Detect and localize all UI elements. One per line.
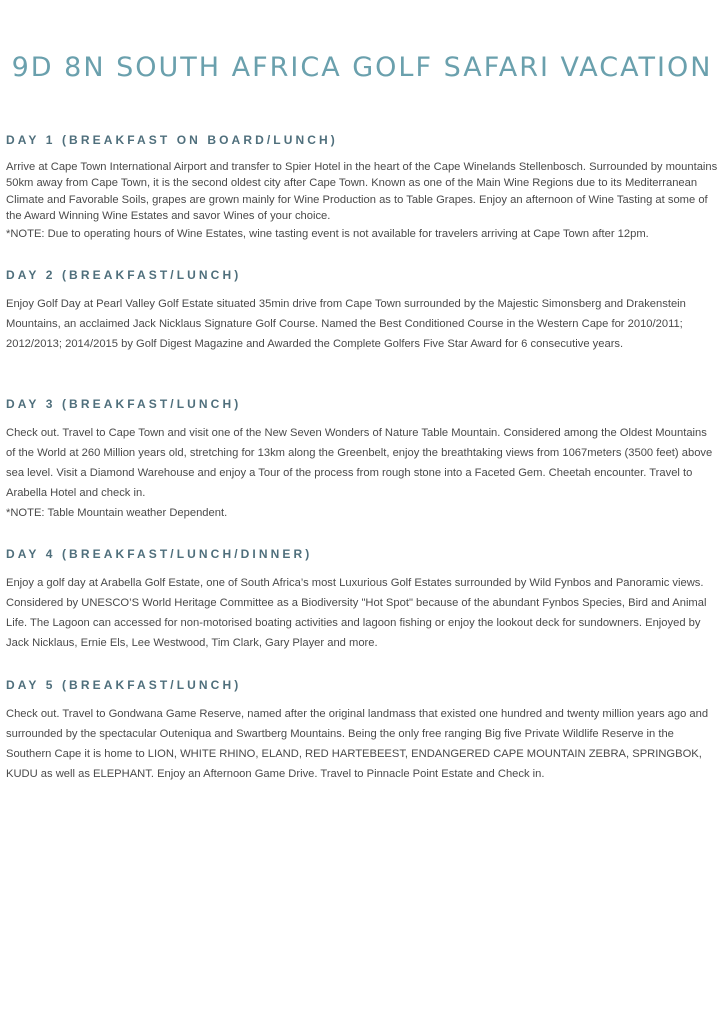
day-2-section	[6, 268, 718, 354]
day-3-section	[6, 397, 718, 523]
day-4-section	[6, 547, 718, 653]
day-1-section	[6, 133, 718, 242]
page-title: 9D 8N SOUTH AFRICA GOLF SAFARI VACATION	[11, 52, 713, 83]
day-3-note: *NOTE: Table Mountain weather Dependent.	[6, 507, 228, 519]
day-1-heading: DAY 1 (BREAKFAST ON BOARD/LUNCH)	[6, 133, 338, 147]
day-2-heading: DAY 2 (BREAKFAST/LUNCH)	[6, 268, 242, 282]
day-4-description: Enjoy a golf day at Arabella Golf Estate, one of South Africa’s most Luxurious Golf Estates surrounded by Wild Fynbos and Panoramic views. Considered by UNESCO’S World Heritage Committee as a Biodiversity "Hot Spot" because of the abundant Fynbos Species, Bird and Animal Life. The Lagoon can accessed for non-motorised boating activities and lagoon fishing or enjoy the lookout deck for sundowners. Enjoyed by Jack Nicklaus, Ernie Els, Lee Westwood, Tim Clark, Gary Player and more.	[6, 577, 707, 649]
day-1-note: *NOTE: Due to operating hours of Wine Estates, wine tasting event is not available for travelers arriving at Cape Town after 12pm.	[6, 228, 649, 241]
day-5-section	[6, 678, 718, 784]
day-5-heading: DAY 5 (BREAKFAST/LUNCH)	[6, 678, 242, 692]
day-5-description: Check out. Travel to Gondwana Game Reserve, named after the original landmass that existed one hundred and twenty million years ago and surrounded by the spectacular Outeniqua and Swartberg Mountains. Being the only free ranging Big five Private Wildlife Reserve in the Southern Cape it is home to LION, WHITE RHINO, ELAND, RED HARTEBEEST, ENDANGERED CAPE MOUNTAIN ZEBRA, SPRINGBOK, KUDU as well as ELEPHANT. Enjoy an Afternoon Game Drive. Travel to Pinnacle Point Estate and Check in.	[6, 708, 709, 780]
day-1-description: Arrive at Cape Town International Airport and transfer to Spier Hotel in the heart of the Cape Winelands Stellenbosch. Surrounded by mountains 50km away from Cape Town, it is the second oldest city after Cape Town. Known as one of the Main Wine Regions due to its Mediterranean Climate and Favorable Soils, grapes are grown mainly for Wine Production as to Table Grapes. Enjoy an afternoon of Wine Tasting at some of the Award Winning Wine Estates and savor Wines of your choice.	[6, 161, 718, 222]
day-3-heading: DAY 3 (BREAKFAST/LUNCH)	[6, 397, 242, 411]
day-4-heading: DAY 4 (BREAKFAST/LUNCH/DINNER)	[6, 547, 313, 561]
day-2-description: Enjoy Golf Day at Pearl Valley Golf Estate situated 35min drive from Cape Town surrounded by the Majestic Simonsberg and Drakenstein Mountains, an acclaimed Jack Nicklaus Signature Golf Course. Named the Best Conditioned Course in the Western Cape for 2010/2011; 2012/2013; 2014/2015 by Golf Digest Magazine and Awarded the Complete Golfers Five Star Award for 6 consecutive years.	[6, 298, 686, 350]
day-3-description: Check out. Travel to Cape Town and visit one of the New Seven Wonders of Nature Table Mountain. Considered among the Oldest Mountains of the World at 260 Million years old, stretching for 13km along the Greenbelt, enjoy the breathtaking views from 1067meters (3500 feet) above sea level. Visit a Diamond Warehouse and enjoy a Tour of the process from rough stone into a Faceted Gem. Cheetah encounter. Travel to Arabella Hotel and check in.	[6, 427, 713, 499]
